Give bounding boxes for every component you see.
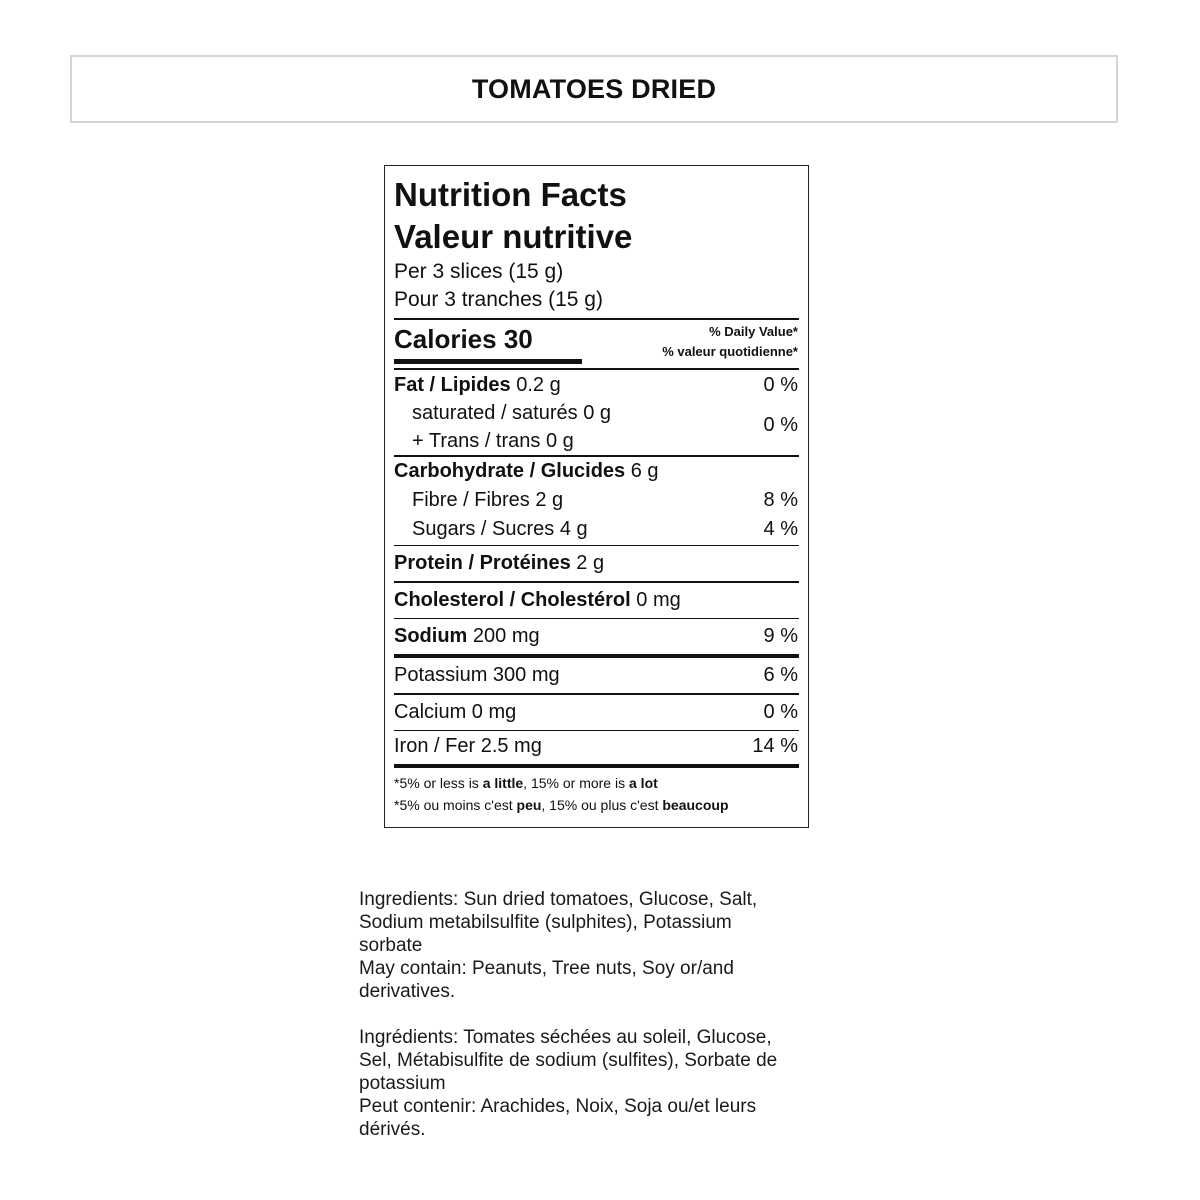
- cholesterol-row: [394, 583, 799, 618]
- trans-label: + Trans / trans 0 g: [412, 429, 574, 452]
- calcium-row: [394, 695, 799, 730]
- carbohydrate-row: [394, 457, 799, 487]
- nutrition-facts-table: [384, 165, 809, 828]
- cholesterol-amount: 0 mg: [636, 588, 681, 611]
- calories-underline: [394, 359, 582, 364]
- nutrition-heading-fr: Valeur nutritive: [394, 218, 633, 255]
- ingredients-fr-line: Sel, Métabisulfite de sodium (sulfites), Sorbate de: [359, 1050, 778, 1071]
- fibre-row: [394, 487, 799, 515]
- sat-trans-dv: 0 %: [763, 414, 798, 436]
- fibre-dv: 8 %: [763, 489, 798, 511]
- ingredients-en-line: Sodium metabilsulfite (sulphites), Potassium: [359, 912, 732, 933]
- daily-value-en: % Daily Value*: [709, 324, 798, 339]
- saturated-label: saturated / saturés 0 g: [412, 402, 612, 424]
- cholesterol-label: Cholesterol / Cholestérol: [394, 588, 631, 611]
- ingredients-block: [359, 888, 829, 1141]
- nutrition-heading-en: Nutrition Facts: [394, 176, 627, 213]
- trans-row: [394, 427, 799, 455]
- allergens-fr-line: Peut contenir: Arachides, Noix, Soja ou/et leurs: [359, 1096, 757, 1117]
- sodium-amount: 200 mg: [472, 625, 540, 647]
- product-title-box: [70, 55, 1118, 123]
- iron-label: Iron / Fer 2.5 mg: [394, 735, 542, 757]
- fat-label: Fat / Lipides: [394, 373, 511, 396]
- ingredients-fr-line: potassium: [359, 1073, 446, 1094]
- daily-value-header: [662, 322, 798, 362]
- footnote: [394, 768, 799, 816]
- sugars-dv: 4 %: [763, 518, 798, 540]
- fat-dv: 0 %: [763, 373, 798, 396]
- potassium-dv: 6 %: [763, 664, 798, 686]
- sodium-label: Sodium: [394, 625, 468, 647]
- sat-trans-group: [394, 400, 799, 455]
- daily-value-fr: % valeur quotidienne*: [662, 344, 798, 359]
- fibre-label: Fibre / Fibres 2 g: [412, 489, 564, 511]
- calories-row: [394, 320, 799, 368]
- protein-amount: 2 g: [576, 552, 605, 574]
- ingredients-en-line: Ingredients: Sun dried tomatoes, Glucose, Salt,: [359, 889, 758, 910]
- saturated-row: [394, 400, 799, 427]
- fat-row: [394, 370, 799, 400]
- sugars-row: [394, 515, 799, 545]
- ingredients-fr-line: Ingrédients: Tomates séchées au soleil, Glucose,: [359, 1027, 772, 1048]
- footnote-fr: *5% ou moins c'est peu, 15% ou plus c'est beaucoup: [394, 797, 729, 813]
- allergens-fr-line: dérivés.: [359, 1119, 426, 1140]
- potassium-label: Potassium 300 mg: [394, 664, 560, 686]
- protein-row: [394, 546, 799, 581]
- allergens-en-line: derivatives.: [359, 981, 456, 1002]
- protein-label: Protein / Protéines: [394, 552, 571, 574]
- calories-label: Calories 30: [394, 324, 533, 354]
- carbohydrate-amount: 6 g: [630, 460, 659, 482]
- allergens-en-line: May contain: Peanuts, Tree nuts, Soy or/and: [359, 958, 734, 979]
- calcium-label: Calcium 0 mg: [394, 700, 517, 723]
- serving-size-fr: Pour 3 tranches (15 g): [394, 288, 603, 311]
- serving-size-en: Per 3 slices (15 g): [394, 260, 564, 283]
- iron-dv: 14 %: [752, 735, 798, 757]
- footnote-en: *5% or less is a little, 15% or more is a lot: [394, 775, 658, 791]
- sodium-row: [394, 619, 799, 654]
- fat-amount: 0.2 g: [516, 373, 561, 396]
- product-title: TOMATOES DRIED: [471, 73, 717, 104]
- sugars-label: Sugars / Sucres 4 g: [412, 518, 588, 540]
- potassium-row: [394, 658, 799, 693]
- ingredients-en-line: sorbate: [359, 935, 423, 956]
- sodium-dv: 9 %: [763, 625, 798, 647]
- calcium-dv: 0 %: [763, 700, 798, 723]
- iron-row: [394, 731, 799, 762]
- carbohydrate-label: Carbohydrate / Glucides: [394, 460, 626, 482]
